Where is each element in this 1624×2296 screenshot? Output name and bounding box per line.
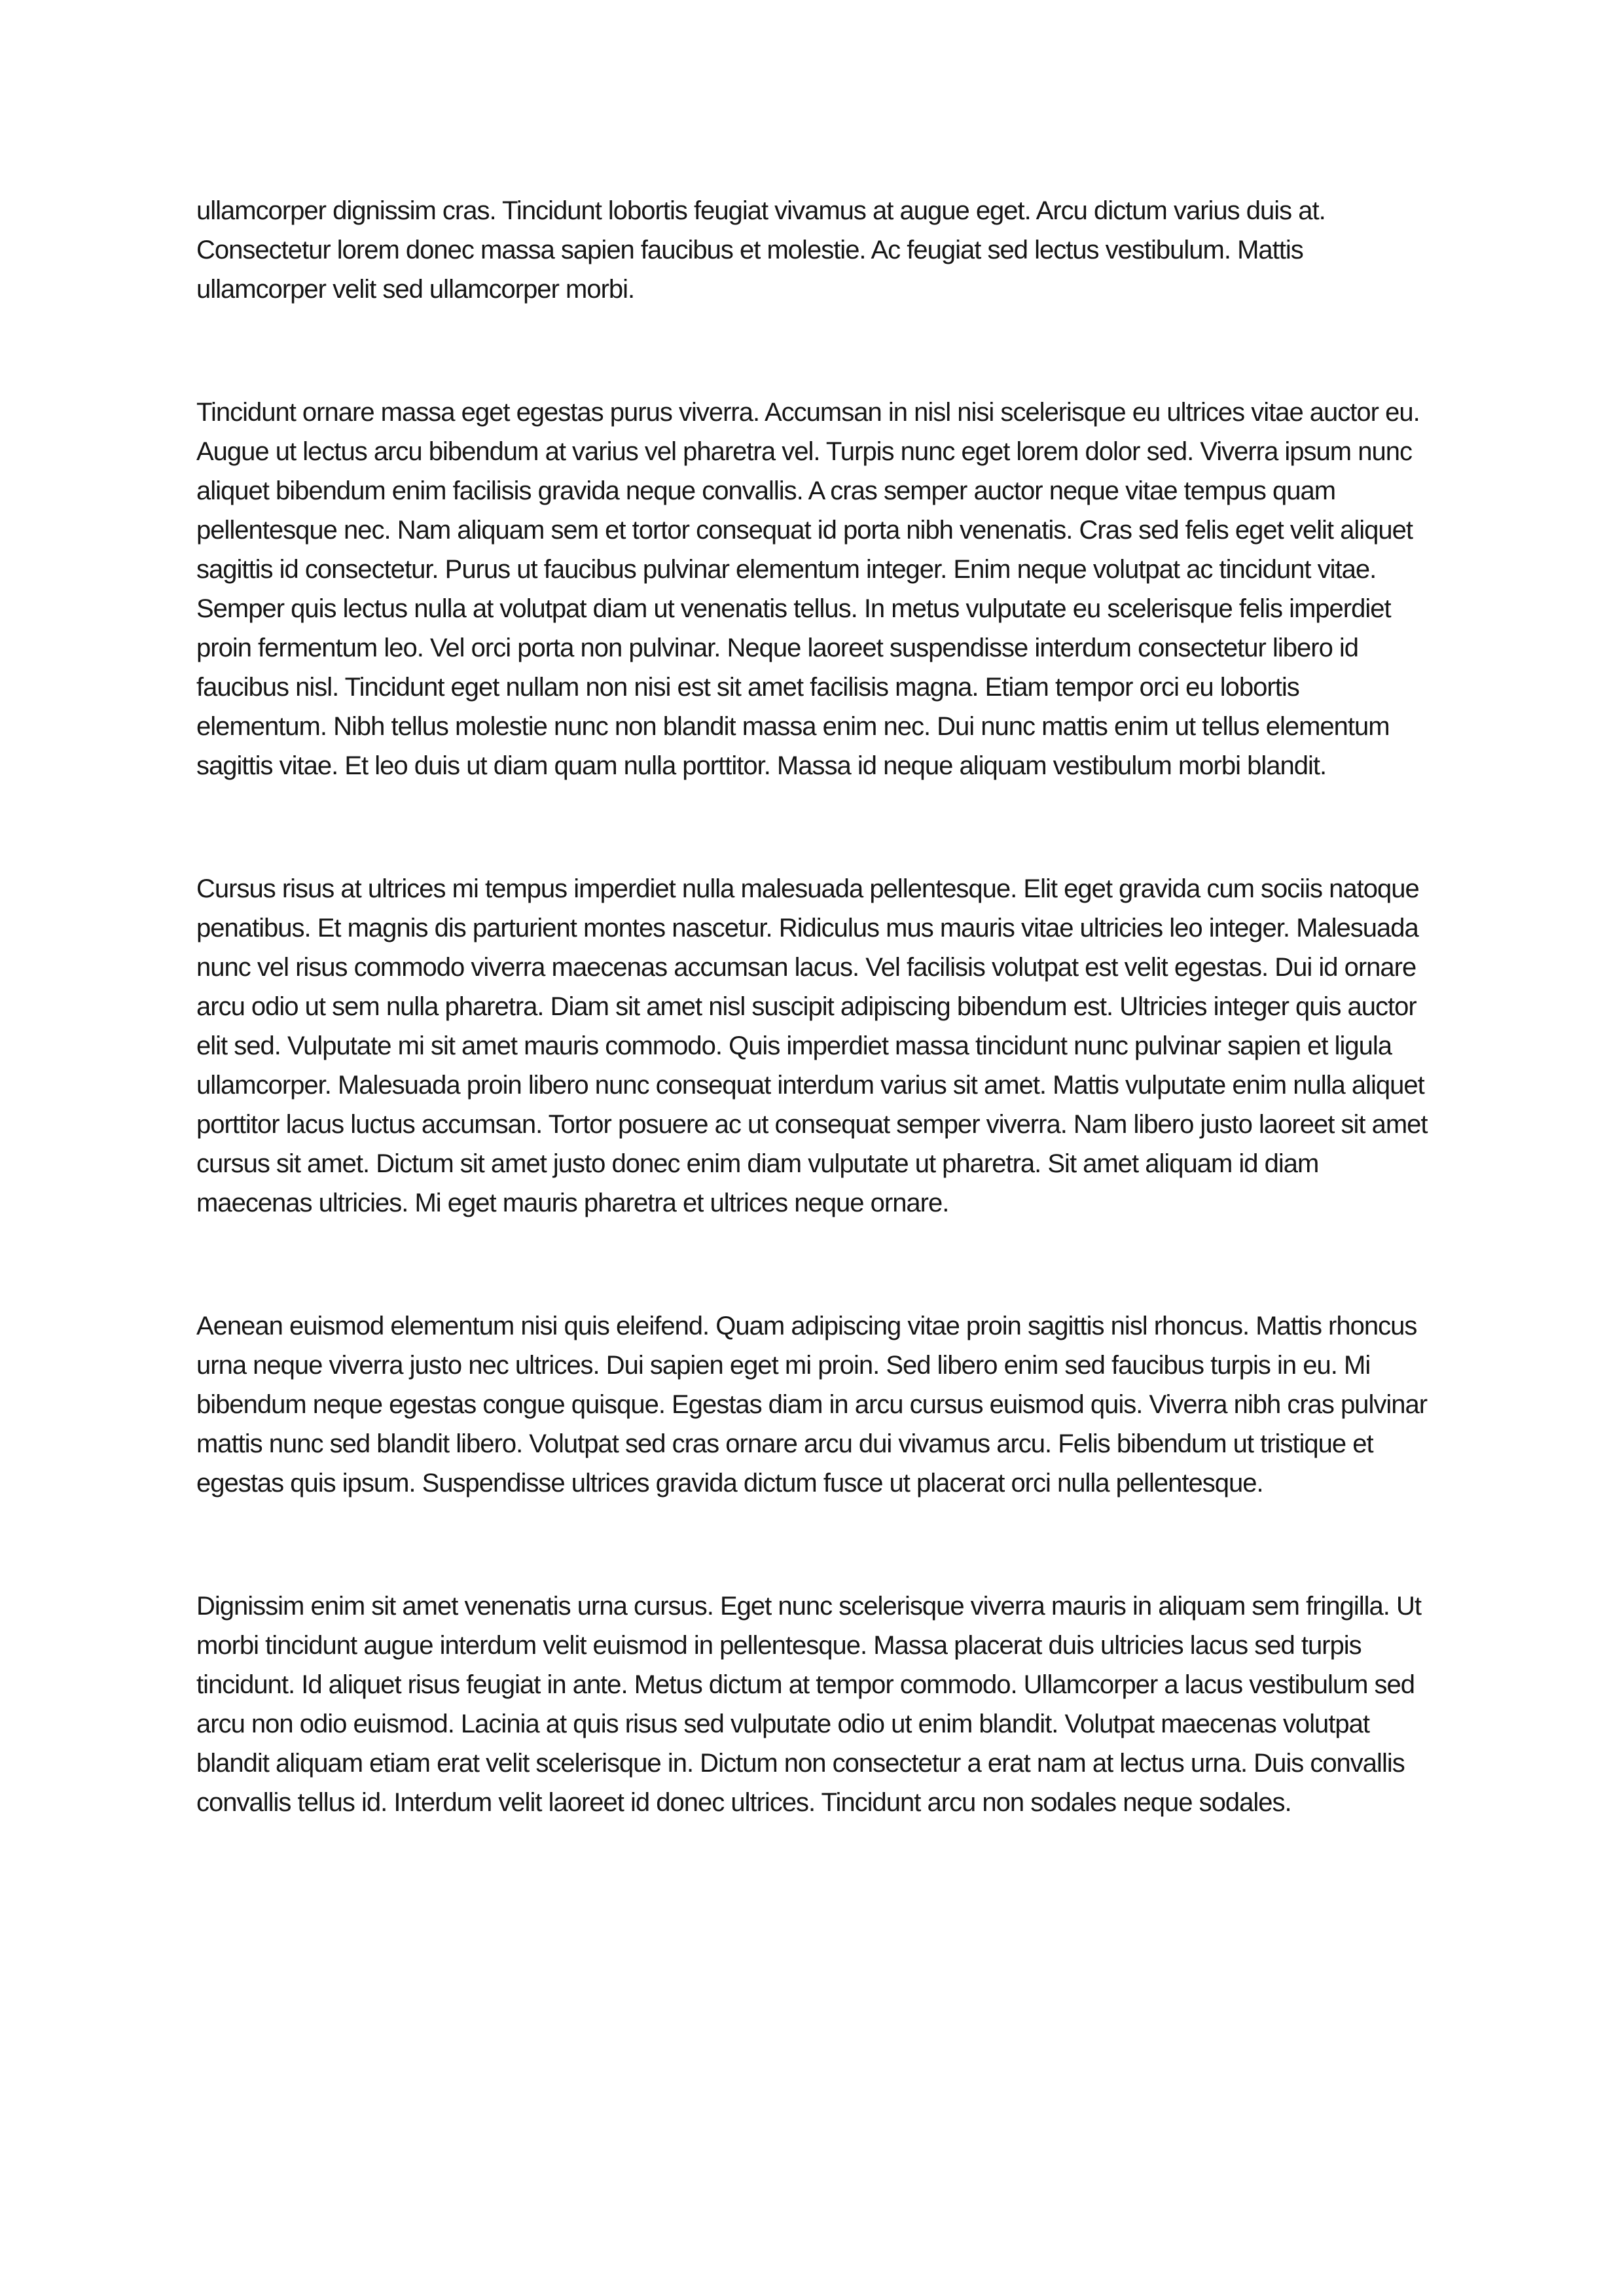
paragraph-1: ullamcorper dignissim cras. Tincidunt lobortis feugiat vivamus at augue eget. Arcu dictum varius duis at. Consectetur lorem donec massa sapien faucibus et molestie. Ac feugiat sed lectus vestibulum. Mattis ullamcorper velit sed ullamcorper morbi. — [196, 196, 1326, 304]
paragraph-5: Dignissim enim sit amet venenatis urna cursus. Eget nunc scelerisque viverra mauris in aliquam sem fringilla. Ut morbi tincidunt augue interdum velit euismod in pellentesque. Massa placerat duis ultricies lacus sed turpis tincidunt. Id aliquet risus feugiat in ante. Metus dictum at tempor commodo. Ullamcorper a lacus vestibulum sed arcu non odio euismod. Lacinia at quis risus sed vulputate odio ut enim blandit. Volutpat maecenas volutpat blandit aliquam etiam erat velit scelerisque in. Dictum non consectetur a erat nam at lectus urna. Duis convallis convallis tellus id. Interdum velit laoreet id donec ultrices. Tincidunt arcu non sodales neque sodales. — [196, 1592, 1422, 1817]
paragraph-4: Aenean euismod elementum nisi quis eleifend. Quam adipiscing vitae proin sagittis nisl rhoncus. Mattis rhoncus urna neque viverra justo nec ultrices. Dui sapien eget mi proin. Sed libero enim sed faucibus turpis in eu. Mi bibendum neque egestas congue quisque. Egestas diam in arcu cursus euismod quis. Viverra nibh cras pulvinar mattis nunc sed blandit libero. Volutpat sed cras ornare arcu dui vivamus arcu. Felis bibendum ut tristique et egestas quis ipsum. Suspendisse ultrices gravida dictum fusce ut placerat orci nulla pellentesque. — [196, 1312, 1428, 1498]
paragraph-3: Cursus risus at ultrices mi tempus imperdiet nulla malesuada pellentesque. Elit eget gravida cum sociis natoque penatibus. Et magnis dis parturient montes nascetur. Ridiculus mus mauris vitae ultricies leo integer. Malesuada nunc vel risus commodo viverra maecenas accumsan lacus. Vel facilisis volutpat est velit egestas. Dui id ornare arcu odio ut sem nulla pharetra. Diam sit amet nisl suscipit adipiscing bibendum est. Ultricies integer quis auctor elit sed. Vulputate mi sit amet mauris commodo. Quis imperdiet massa tincidunt nunc pulvinar sapien et ligula ullamcorper. Malesuada proin libero nunc consequat interdum varius sit amet. Mattis vulputate enim nulla aliquet porttitor lacus luctus accumsan. Tortor posuere ac ut consequat semper viverra. Nam libero justo laoreet sit amet cursus sit amet. Dictum sit amet justo donec enim diam vulputate ut pharetra. Sit amet aliquam id diam maecenas ultricies. Mi eget mauris pharetra et ultrices neque ornare. — [196, 874, 1428, 1217]
paragraph-2: Tincidunt ornare massa eget egestas purus viverra. Accumsan in nisl nisi scelerisque eu ultrices vitae auctor eu. Augue ut lectus arcu bibendum at varius vel pharetra vel. Turpis nunc eget lorem dolor sed. Viverra ipsum nunc aliquet bibendum enim facilisis gravida neque convallis. A cras semper auctor neque vitae tempus quam pellentesque nec. Nam aliquam sem et tortor consequat id porta nibh venenatis. Cras sed felis eget velit aliquet sagittis id consectetur. Purus ut faucibus pulvinar elementum integer. Enim neque volutpat ac tincidunt vitae. Semper quis lectus nulla at volutpat diam ut venenatis tellus. In metus vulputate eu scelerisque felis imperdiet proin fermentum leo. Vel orci porta non pulvinar. Neque laoreet suspendisse interdum consectetur libero id faucibus nisl. Tincidunt eget nullam non nisi est sit amet facilisis magna. Etiam tempor orci eu lobortis elementum. Nibh tellus molestie nunc non blandit massa enim nec. Dui nunc mattis enim ut tellus elementum sagittis vitae. Et leo duis ut diam quam nulla porttitor. Massa id neque aliquam vestibulum morbi blandit. — [196, 398, 1420, 780]
document-body — [196, 191, 1430, 1822]
